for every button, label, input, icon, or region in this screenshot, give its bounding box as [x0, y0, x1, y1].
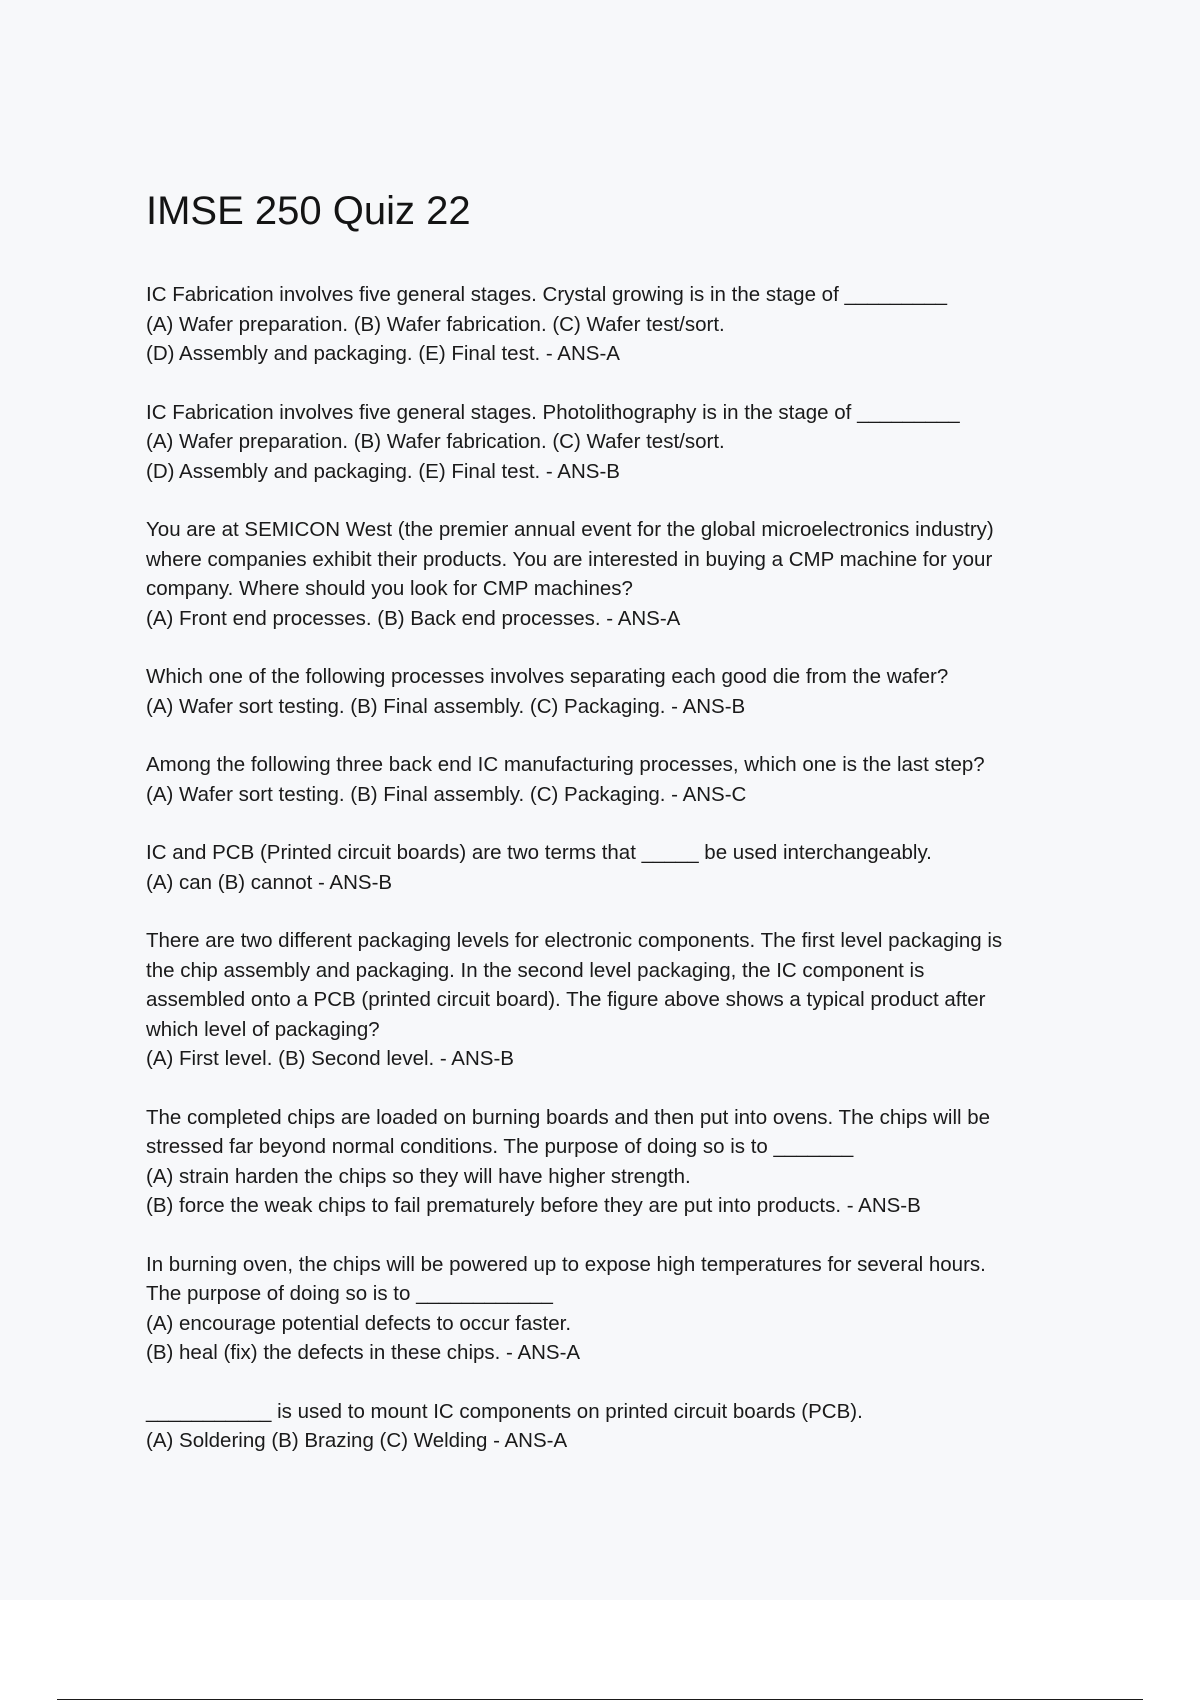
question-text-line: In burning oven, the chips will be powered up to expose high temperatures for several hours. — [146, 1252, 986, 1276]
question-line: assembled onto a PCB (printed circuit board). The figure above shows a typical product after — [146, 988, 986, 1011]
question-text-line: IC Fabrication involves five general stages. Crystal growing is in the stage of _________ — [146, 283, 948, 306]
question-line: (B) heal (fix) the defects in these chips. - ANS-A — [146, 1341, 581, 1364]
question-block — [146, 515, 1086, 633]
question-line: (A) can (B) cannot - ANS-B — [146, 870, 393, 894]
question-line: (D) Assembly and packaging. (E) Final test. - ANS-B — [146, 459, 620, 483]
question-line: the chip assembly and packaging. In the second level packaging, the IC component is — [146, 958, 925, 982]
question-block — [146, 838, 1086, 897]
question-line: (A) First level. (B) Second level. - ANS-B — [146, 1047, 514, 1070]
question-text-line: You are at SEMICON West (the premier annual event for the global microelectronics industry) — [146, 518, 994, 541]
question-text-line: Which one of the following processes involves separating each good die from the wafer? — [146, 665, 949, 688]
question-line: (B) force the weak chips to fail prematurely before they are put into products. - ANS-B — [146, 1194, 921, 1217]
question-line: (D) Assembly and packaging. (E) Final test. - ANS-A — [146, 342, 620, 365]
question-text-line: The completed chips are loaded on burning boards and then put into ovens. The chips will be — [146, 1105, 991, 1129]
question-line: company. Where should you look for CMP machines? — [146, 577, 633, 600]
question-text-line: IC and PCB (Printed circuit boards) are two terms that _____ be used interchangeably. — [146, 841, 932, 864]
question-text-line: There are two different packaging levels for electronic components. The first level packaging is — [146, 929, 1003, 952]
question-line: (A) Wafer sort testing. (B) Final assembly. (C) Packaging. - ANS-B — [146, 694, 746, 718]
question-line: (A) strain harden the chips so they will have higher strength. — [146, 1164, 691, 1188]
question-line: (A) Wafer preparation. (B) Wafer fabrication. (C) Wafer test/sort. — [146, 430, 725, 453]
question-line: (A) encourage potential defects to occur faster. — [146, 1311, 572, 1335]
question-block — [146, 398, 1086, 487]
question-block — [146, 280, 1086, 369]
question-block — [146, 1103, 1086, 1221]
question-text-line: Among the following three back end IC manufacturing processes, which one is the last step? — [146, 753, 985, 776]
question-line: The purpose of doing so is to ____________ — [146, 1282, 553, 1305]
question-block — [146, 662, 1086, 721]
document-content — [146, 183, 1086, 1485]
question-line: (A) Wafer sort testing. (B) Final assembly. (C) Packaging. - ANS-C — [146, 782, 747, 806]
question-line: stressed far beyond normal conditions. The purpose of doing so is to _______ — [146, 1135, 854, 1158]
question-block — [146, 750, 1086, 809]
question-line: (A) Soldering (B) Brazing (C) Welding - ANS-A — [146, 1429, 568, 1452]
question-line: (A) Front end processes. (B) Back end processes. - ANS-A — [146, 606, 681, 630]
document-title: IMSE 250 Quiz 22 — [146, 189, 471, 233]
question-list — [146, 280, 1086, 1456]
question-block — [146, 1250, 1086, 1368]
question-text-line: ___________ is used to mount IC components on printed circuit boards (PCB). — [146, 1399, 863, 1423]
question-block — [146, 1397, 1086, 1456]
question-block — [146, 926, 1086, 1074]
question-line: where companies exhibit their products. You are interested in buying a CMP machine for your — [146, 547, 993, 571]
question-text-line: IC Fabrication involves five general stages. Photolithography is in the stage of _________ — [146, 400, 960, 424]
question-line: which level of packaging? — [146, 1017, 380, 1041]
question-line: (A) Wafer preparation. (B) Wafer fabrication. (C) Wafer test/sort. — [146, 312, 725, 336]
